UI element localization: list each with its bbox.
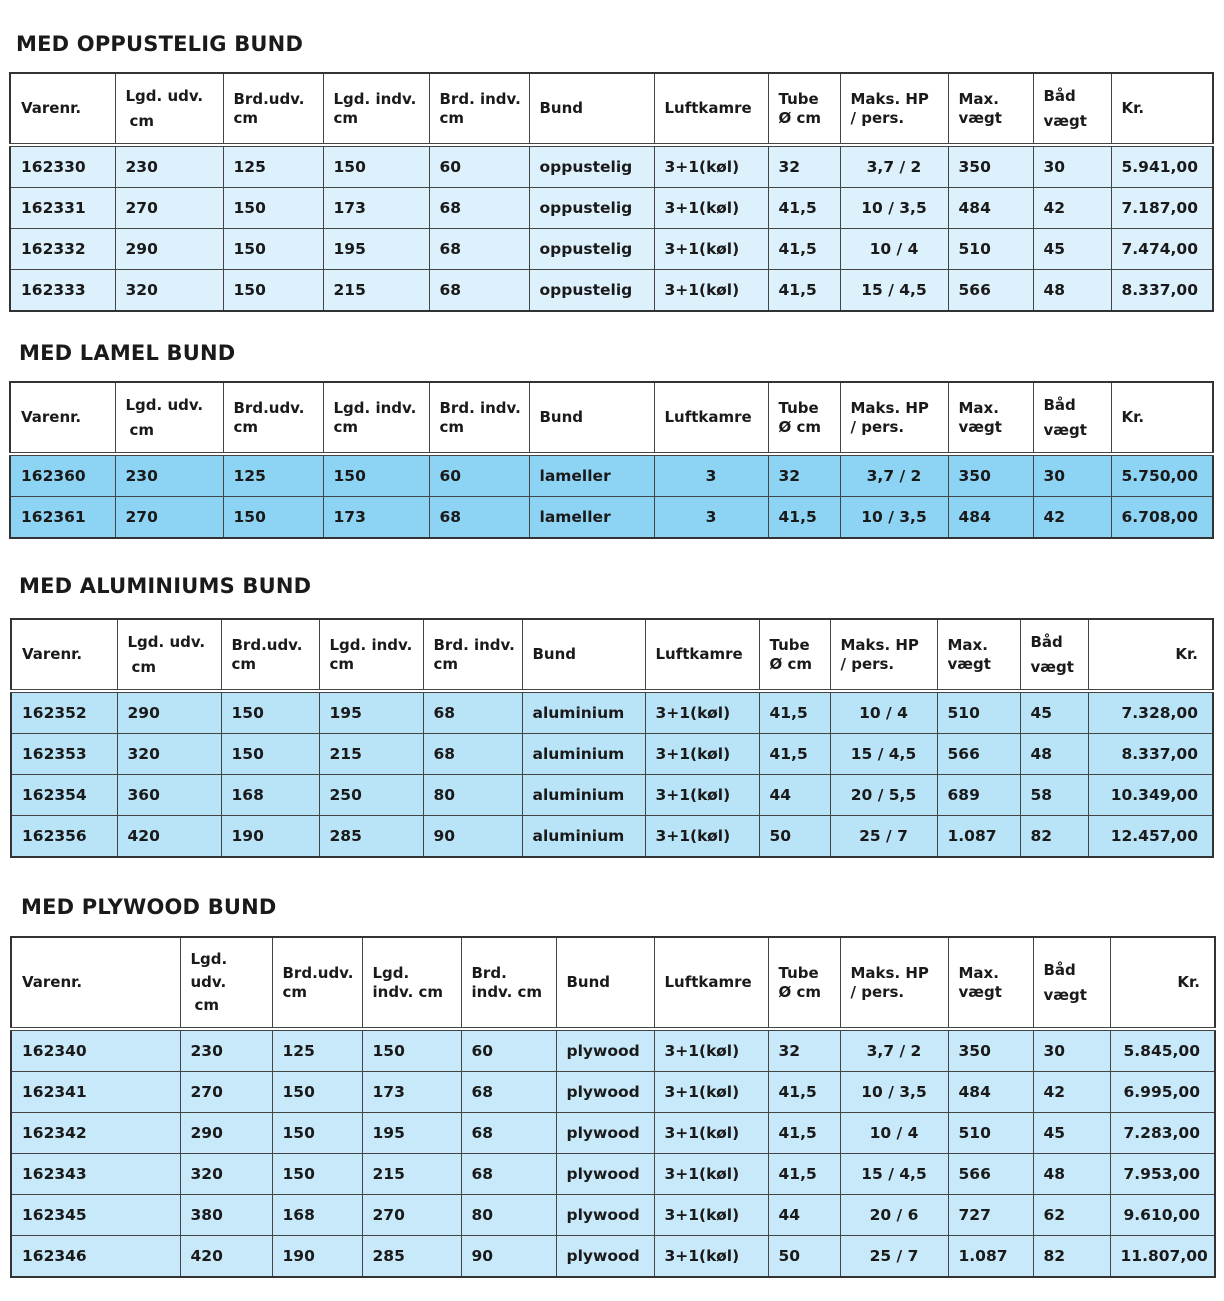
cell-brd-udv: 125 (223, 145, 323, 188)
cell-bund: oppustelig (529, 229, 654, 270)
cell-tube: 50 (759, 816, 830, 858)
cell-brd-indv: 90 (461, 1236, 556, 1278)
cell-bund: aluminium (522, 734, 645, 775)
cell-bund: oppustelig (529, 270, 654, 312)
cell-kr: 9.610,00 (1110, 1195, 1215, 1236)
header-baad-vaegt: Båd vægt (1033, 382, 1111, 454)
cell-kr: 7.953,00 (1110, 1154, 1215, 1195)
cell-baad-vaegt: 45 (1020, 691, 1088, 734)
cell-bund: plywood (556, 1113, 654, 1154)
cell-kr: 6.995,00 (1110, 1072, 1215, 1113)
cell-max-vaegt: 350 (948, 454, 1033, 497)
header-baad-vaegt: Båd vægt (1020, 619, 1088, 691)
cell-lgd-indv: 285 (362, 1236, 461, 1278)
cell-brd-udv: 190 (221, 816, 319, 858)
table-row (10, 454, 1213, 497)
cell-varenr: 162356 (11, 816, 117, 858)
cell-baad-vaegt: 45 (1033, 1113, 1110, 1154)
cell-brd-indv: 68 (423, 734, 522, 775)
cell-baad-vaegt: 82 (1033, 1236, 1110, 1278)
cell-bund: plywood (556, 1029, 654, 1072)
cell-luftkamre: 3+1(køl) (654, 1154, 768, 1195)
cell-maks-hp: 15 / 4,5 (830, 734, 937, 775)
cell-kr: 5.941,00 (1111, 145, 1213, 188)
header-max-vaegt: Max. vægt (948, 382, 1033, 454)
header-maks-hp: Maks. HP / pers. (840, 73, 948, 145)
cell-luftkamre: 3 (654, 497, 768, 539)
cell-kr: 7.474,00 (1111, 229, 1213, 270)
cell-luftkamre: 3+1(køl) (654, 1113, 768, 1154)
cell-luftkamre: 3+1(køl) (654, 1236, 768, 1278)
header-lgd-indv: Lgd. indv. cm (323, 382, 429, 454)
header-max-vaegt: Max. vægt (948, 937, 1033, 1029)
cell-tube: 32 (768, 145, 840, 188)
header-tube: Tube Ø cm (759, 619, 830, 691)
cell-tube: 41,5 (768, 1072, 840, 1113)
cell-baad-vaegt: 30 (1033, 145, 1111, 188)
cell-lgd-udv: 360 (117, 775, 221, 816)
cell-varenr: 162340 (11, 1029, 180, 1072)
cell-brd-indv: 60 (429, 454, 529, 497)
header-kr: Kr. (1111, 73, 1213, 145)
cell-varenr: 162341 (11, 1072, 180, 1113)
header-brd-udv: Brd.udv. cm (223, 73, 323, 145)
cell-baad-vaegt: 62 (1033, 1195, 1110, 1236)
header-tube: Tube Ø cm (768, 382, 840, 454)
cell-lgd-udv: 230 (115, 454, 223, 497)
cell-varenr: 162330 (10, 145, 115, 188)
cell-luftkamre: 3+1(køl) (654, 1029, 768, 1072)
cell-baad-vaegt: 42 (1033, 1072, 1110, 1113)
cell-kr: 11.807,00 (1110, 1236, 1215, 1278)
header-kr: Kr. (1110, 937, 1215, 1029)
cell-lgd-udv: 320 (117, 734, 221, 775)
cell-lgd-udv: 420 (117, 816, 221, 858)
cell-lgd-indv: 195 (319, 691, 423, 734)
cell-brd-udv: 150 (223, 229, 323, 270)
cell-luftkamre: 3+1(køl) (654, 188, 768, 229)
cell-luftkamre: 3+1(køl) (645, 775, 759, 816)
cell-brd-udv: 150 (221, 734, 319, 775)
cell-lgd-indv: 150 (323, 454, 429, 497)
cell-max-vaegt: 510 (948, 1113, 1033, 1154)
cell-maks-hp: 10 / 3,5 (840, 497, 948, 539)
header-lgd-udv: Lgd. udv. cm (115, 73, 223, 145)
cell-maks-hp: 25 / 7 (830, 816, 937, 858)
header-luftkamre: Luftkamre (654, 73, 768, 145)
cell-bund: oppustelig (529, 188, 654, 229)
cell-maks-hp: 10 / 4 (840, 229, 948, 270)
header-tube: Tube Ø cm (768, 73, 840, 145)
table-row (11, 775, 1213, 816)
header-baad-vaegt: Båd vægt (1033, 937, 1110, 1029)
cell-kr: 7.187,00 (1111, 188, 1213, 229)
cell-max-vaegt: 689 (937, 775, 1020, 816)
header-varenr: Varenr. (10, 73, 115, 145)
header-brd-indv: Brd. indv. cm (423, 619, 522, 691)
cell-varenr: 162360 (10, 454, 115, 497)
cell-kr: 8.337,00 (1111, 270, 1213, 312)
cell-brd-udv: 150 (221, 691, 319, 734)
cell-max-vaegt: 510 (948, 229, 1033, 270)
cell-brd-indv: 68 (429, 188, 529, 229)
cell-varenr: 162345 (11, 1195, 180, 1236)
cell-brd-indv: 80 (423, 775, 522, 816)
cell-max-vaegt: 350 (948, 1029, 1033, 1072)
header-varenr: Varenr. (11, 619, 117, 691)
cell-brd-udv: 168 (221, 775, 319, 816)
cell-maks-hp: 20 / 5,5 (830, 775, 937, 816)
cell-tube: 41,5 (768, 229, 840, 270)
cell-lgd-indv: 173 (362, 1072, 461, 1113)
cell-brd-udv: 125 (223, 454, 323, 497)
cell-lgd-udv: 230 (115, 145, 223, 188)
cell-luftkamre: 3+1(køl) (654, 270, 768, 312)
cell-max-vaegt: 566 (948, 1154, 1033, 1195)
cell-tube: 41,5 (759, 691, 830, 734)
cell-tube: 44 (768, 1195, 840, 1236)
cell-lgd-indv: 215 (319, 734, 423, 775)
cell-lgd-udv: 320 (115, 270, 223, 312)
table-row (11, 1072, 1215, 1113)
header-maks-hp: Maks. HP / pers. (840, 937, 948, 1029)
cell-baad-vaegt: 30 (1033, 454, 1111, 497)
cell-lgd-udv: 290 (180, 1113, 272, 1154)
cell-max-vaegt: 510 (937, 691, 1020, 734)
cell-lgd-indv: 270 (362, 1195, 461, 1236)
header-lgd-udv: Lgd. udv. cm (180, 937, 272, 1029)
cell-tube: 41,5 (768, 497, 840, 539)
header-varenr: Varenr. (11, 937, 180, 1029)
cell-varenr: 162353 (11, 734, 117, 775)
cell-brd-indv: 68 (429, 270, 529, 312)
cell-tube: 41,5 (768, 270, 840, 312)
cell-maks-hp: 3,7 / 2 (840, 145, 948, 188)
cell-maks-hp: 10 / 3,5 (840, 188, 948, 229)
cell-kr: 5.750,00 (1111, 454, 1213, 497)
cell-luftkamre: 3 (654, 454, 768, 497)
table-row (10, 145, 1213, 188)
header-maks-hp: Maks. HP / pers. (830, 619, 937, 691)
cell-baad-vaegt: 30 (1033, 1029, 1110, 1072)
header-bund: Bund (529, 73, 654, 145)
header-row (10, 73, 1213, 145)
cell-tube: 32 (768, 1029, 840, 1072)
header-max-vaegt: Max. vægt (948, 73, 1033, 145)
cell-kr: 8.337,00 (1088, 734, 1213, 775)
header-bund: Bund (556, 937, 654, 1029)
cell-maks-hp: 10 / 4 (840, 1113, 948, 1154)
cell-brd-udv: 150 (223, 497, 323, 539)
cell-luftkamre: 3+1(køl) (645, 816, 759, 858)
cell-brd-indv: 80 (461, 1195, 556, 1236)
cell-max-vaegt: 566 (948, 270, 1033, 312)
cell-lgd-indv: 150 (323, 145, 429, 188)
cell-kr: 6.708,00 (1111, 497, 1213, 539)
table-row (11, 734, 1213, 775)
cell-max-vaegt: 484 (948, 1072, 1033, 1113)
cell-varenr: 162361 (10, 497, 115, 539)
header-bund: Bund (529, 382, 654, 454)
cell-kr: 10.349,00 (1088, 775, 1213, 816)
header-lgd-indv: Lgd. indv. cm (319, 619, 423, 691)
header-baad-vaegt: Båd vægt (1033, 73, 1111, 145)
section-title-oppustelig: MED OPPUSTELIG BUND (16, 32, 304, 56)
header-brd-udv: Brd.udv. cm (272, 937, 362, 1029)
cell-luftkamre: 3+1(køl) (645, 734, 759, 775)
cell-bund: oppustelig (529, 145, 654, 188)
cell-brd-udv: 190 (272, 1236, 362, 1278)
cell-brd-indv: 90 (423, 816, 522, 858)
table-row (11, 1029, 1215, 1072)
cell-brd-udv: 150 (223, 270, 323, 312)
cell-lgd-indv: 215 (362, 1154, 461, 1195)
table-row (11, 1236, 1215, 1278)
cell-bund: aluminium (522, 691, 645, 734)
cell-tube: 41,5 (768, 1113, 840, 1154)
cell-brd-udv: 150 (223, 188, 323, 229)
header-luftkamre: Luftkamre (654, 382, 768, 454)
cell-maks-hp: 15 / 4,5 (840, 1154, 948, 1195)
table-plywood (10, 936, 1216, 1278)
cell-luftkamre: 3+1(køl) (654, 145, 768, 188)
cell-brd-indv: 60 (429, 145, 529, 188)
cell-varenr: 162332 (10, 229, 115, 270)
header-luftkamre: Luftkamre (645, 619, 759, 691)
cell-baad-vaegt: 45 (1033, 229, 1111, 270)
cell-lgd-indv: 250 (319, 775, 423, 816)
header-row (11, 619, 1213, 691)
header-brd-indv: Brd. indv. cm (429, 382, 529, 454)
header-kr: Kr. (1111, 382, 1213, 454)
cell-lgd-indv: 285 (319, 816, 423, 858)
cell-varenr: 162354 (11, 775, 117, 816)
cell-baad-vaegt: 42 (1033, 497, 1111, 539)
cell-max-vaegt: 350 (948, 145, 1033, 188)
cell-bund: plywood (556, 1072, 654, 1113)
cell-bund: lameller (529, 497, 654, 539)
section-title-lamel: MED LAMEL BUND (19, 341, 236, 365)
header-luftkamre: Luftkamre (654, 937, 768, 1029)
header-brd-udv: Brd.udv. cm (223, 382, 323, 454)
cell-brd-udv: 150 (272, 1113, 362, 1154)
table-row (11, 816, 1213, 858)
header-bund: Bund (522, 619, 645, 691)
cell-lgd-udv: 420 (180, 1236, 272, 1278)
table-row (11, 691, 1213, 734)
header-lgd-indv: Lgd. indv. cm (323, 73, 429, 145)
cell-brd-indv: 68 (461, 1154, 556, 1195)
cell-lgd-udv: 230 (180, 1029, 272, 1072)
cell-varenr: 162352 (11, 691, 117, 734)
cell-brd-indv: 68 (429, 229, 529, 270)
cell-lgd-udv: 270 (115, 497, 223, 539)
cell-kr: 12.457,00 (1088, 816, 1213, 858)
header-brd-udv: Brd.udv. cm (221, 619, 319, 691)
cell-tube: 50 (768, 1236, 840, 1278)
table-row (11, 1113, 1215, 1154)
cell-brd-indv: 68 (461, 1113, 556, 1154)
cell-baad-vaegt: 42 (1033, 188, 1111, 229)
cell-lgd-indv: 173 (323, 188, 429, 229)
header-lgd-udv: Lgd. udv. cm (117, 619, 221, 691)
cell-luftkamre: 3+1(køl) (654, 1195, 768, 1236)
table-row (11, 1195, 1215, 1236)
cell-max-vaegt: 484 (948, 188, 1033, 229)
cell-bund: plywood (556, 1195, 654, 1236)
cell-varenr: 162343 (11, 1154, 180, 1195)
cell-varenr: 162342 (11, 1113, 180, 1154)
cell-lgd-indv: 215 (323, 270, 429, 312)
cell-kr: 7.283,00 (1110, 1113, 1215, 1154)
cell-brd-indv: 68 (461, 1072, 556, 1113)
cell-baad-vaegt: 58 (1020, 775, 1088, 816)
header-max-vaegt: Max. vægt (937, 619, 1020, 691)
cell-lgd-indv: 195 (323, 229, 429, 270)
cell-maks-hp: 15 / 4,5 (840, 270, 948, 312)
cell-lgd-udv: 270 (180, 1072, 272, 1113)
cell-tube: 32 (768, 454, 840, 497)
header-brd-indv: Brd. indv. cm (461, 937, 556, 1029)
cell-maks-hp: 10 / 4 (830, 691, 937, 734)
cell-lgd-udv: 290 (115, 229, 223, 270)
cell-maks-hp: 20 / 6 (840, 1195, 948, 1236)
cell-bund: lameller (529, 454, 654, 497)
table-row (10, 229, 1213, 270)
cell-max-vaegt: 1.087 (937, 816, 1020, 858)
cell-varenr: 162346 (11, 1236, 180, 1278)
cell-lgd-udv: 290 (117, 691, 221, 734)
section-title-aluminium: MED ALUMINIUMS BUND (19, 574, 312, 598)
cell-lgd-udv: 270 (115, 188, 223, 229)
cell-brd-udv: 125 (272, 1029, 362, 1072)
cell-max-vaegt: 484 (948, 497, 1033, 539)
table-oppustelig (9, 72, 1214, 312)
header-row (10, 382, 1213, 454)
cell-baad-vaegt: 48 (1020, 734, 1088, 775)
cell-brd-udv: 150 (272, 1072, 362, 1113)
cell-tube: 41,5 (768, 188, 840, 229)
cell-brd-indv: 68 (429, 497, 529, 539)
cell-lgd-indv: 195 (362, 1113, 461, 1154)
cell-brd-indv: 60 (461, 1029, 556, 1072)
header-lgd-udv: Lgd. udv. cm (115, 382, 223, 454)
cell-bund: aluminium (522, 775, 645, 816)
table-aluminium (10, 618, 1214, 858)
header-brd-indv: Brd. indv. cm (429, 73, 529, 145)
cell-maks-hp: 10 / 3,5 (840, 1072, 948, 1113)
cell-max-vaegt: 566 (937, 734, 1020, 775)
table-row (10, 270, 1213, 312)
header-row (11, 937, 1215, 1029)
cell-varenr: 162333 (10, 270, 115, 312)
cell-tube: 41,5 (768, 1154, 840, 1195)
cell-lgd-udv: 320 (180, 1154, 272, 1195)
cell-varenr: 162331 (10, 188, 115, 229)
cell-max-vaegt: 1.087 (948, 1236, 1033, 1278)
cell-lgd-indv: 173 (323, 497, 429, 539)
table-row (11, 1154, 1215, 1195)
header-maks-hp: Maks. HP / pers. (840, 382, 948, 454)
header-varenr: Varenr. (10, 382, 115, 454)
table-row (10, 497, 1213, 539)
header-lgd-indv: Lgd. indv. cm (362, 937, 461, 1029)
cell-tube: 44 (759, 775, 830, 816)
cell-lgd-udv: 380 (180, 1195, 272, 1236)
header-kr: Kr. (1088, 619, 1213, 691)
cell-maks-hp: 25 / 7 (840, 1236, 948, 1278)
header-tube: Tube Ø cm (768, 937, 840, 1029)
cell-brd-indv: 68 (423, 691, 522, 734)
cell-bund: plywood (556, 1236, 654, 1278)
cell-baad-vaegt: 48 (1033, 270, 1111, 312)
cell-luftkamre: 3+1(køl) (654, 229, 768, 270)
cell-maks-hp: 3,7 / 2 (840, 1029, 948, 1072)
section-title-plywood: MED PLYWOOD BUND (21, 895, 277, 919)
cell-max-vaegt: 727 (948, 1195, 1033, 1236)
cell-bund: plywood (556, 1154, 654, 1195)
table-lamel (9, 381, 1214, 539)
cell-kr: 5.845,00 (1110, 1029, 1215, 1072)
table-row (10, 188, 1213, 229)
cell-brd-udv: 150 (272, 1154, 362, 1195)
cell-baad-vaegt: 48 (1033, 1154, 1110, 1195)
cell-brd-udv: 168 (272, 1195, 362, 1236)
cell-kr: 7.328,00 (1088, 691, 1213, 734)
cell-bund: aluminium (522, 816, 645, 858)
cell-maks-hp: 3,7 / 2 (840, 454, 948, 497)
cell-luftkamre: 3+1(køl) (654, 1072, 768, 1113)
cell-lgd-indv: 150 (362, 1029, 461, 1072)
cell-luftkamre: 3+1(køl) (645, 691, 759, 734)
cell-baad-vaegt: 82 (1020, 816, 1088, 858)
cell-tube: 41,5 (759, 734, 830, 775)
